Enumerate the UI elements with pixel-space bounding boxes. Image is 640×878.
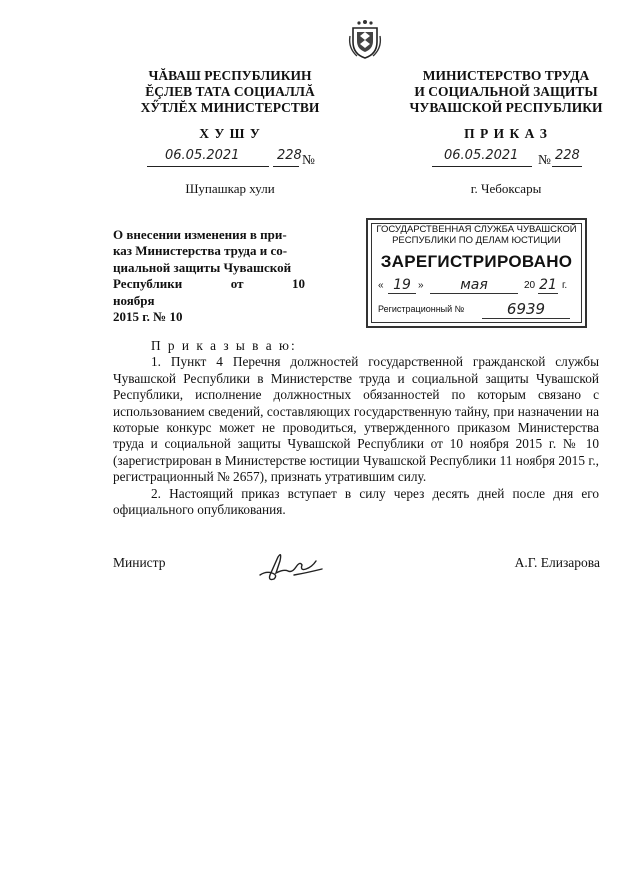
order-body	[113, 338, 599, 518]
stamp-header	[368, 224, 585, 246]
order-paragraph: 2. Настоящий приказ вступает в силу через десять дней после дня его официального опубликования.	[113, 485, 599, 518]
subject-line: циальной защиты Чувашской	[113, 259, 292, 275]
stamp-year-prefix: 20	[524, 280, 536, 291]
left-city: Шупашкар хули	[185, 181, 275, 196]
right-number-line	[552, 150, 582, 167]
stamp-reg-row	[374, 302, 579, 318]
subject-line: 2015 г. № 10	[113, 309, 183, 325]
right-doc-type: П Р И К А З	[464, 126, 548, 141]
signatory-position: Министр	[113, 555, 166, 570]
stamp-reg-label: Регистрационный №	[378, 304, 465, 314]
stamp-date-row: « 19 » мая 20 21 г.	[378, 277, 568, 293]
right-number: 228	[555, 148, 580, 163]
left-number-line	[273, 150, 299, 167]
left-number-sign: №	[302, 152, 315, 167]
right-date-line	[432, 150, 532, 167]
subject-line: О внесении изменения в при-	[113, 227, 287, 242]
left-date: 06.05.2021	[165, 148, 240, 163]
signatory-name: А.Г. Елизарова	[514, 555, 600, 570]
right-header-line: ЧУВАШСКОЙ РЕСПУБЛИКИ	[409, 100, 603, 115]
stamp-month: мая	[430, 277, 518, 294]
left-header-line: ĔÇЛЕВ ТАТА СОЦИАЛЛĂ	[145, 84, 315, 99]
order-lead: П р и к а з ы в а ю:	[151, 338, 297, 353]
left-header-org	[132, 68, 328, 116]
right-header-line: И СОЦИАЛЬНОЙ ЗАЩИТЫ	[414, 84, 598, 99]
left-header-line: ЧĂВАШ РЕСПУБЛИКИН	[148, 68, 312, 83]
right-header-org	[398, 68, 614, 116]
left-doc-type: Х У Ш У	[199, 126, 261, 141]
subject-block	[113, 227, 305, 325]
right-number-sign: №	[538, 152, 551, 167]
handwritten-signature	[256, 549, 328, 583]
registration-stamp	[366, 218, 587, 328]
stamp-header-line: ГОСУДАРСТВЕННАЯ СЛУЖБА ЧУВАШСКОЙ	[376, 224, 577, 235]
subject-line: Республики от 10 ноября	[113, 276, 305, 308]
right-city: г. Чебоксары	[470, 181, 542, 196]
stamp-year-suffix: 21	[539, 277, 557, 293]
right-date: 06.05.2021	[444, 148, 519, 163]
stamp-title: ЗАРЕГИСТРИРОВАНО	[380, 252, 573, 271]
order-paragraph: 1. Пункт 4 Перечня должностей государственной гражданской службы Чувашской Республики в Министерстве труда и социальной защиты Чувашской Республики, исполнение должностных обязанностей по которым связано с использованием сведений, составляющих государственную тайну, при назначении на которые конкурс может не проводиться, утвержденного приказом Министерства труда и социальной защиты Чувашской Республики от 10 ноября 2015 г. № 10 (зарегистрирован в Министерстве юстиции Чувашской Республики 11 ноября 2015 г., регистрационный № 2657), признать утратившим силу.	[113, 354, 599, 485]
stamp-day: 19	[388, 277, 416, 294]
left-date-line	[147, 148, 302, 167]
left-number: 228	[277, 148, 302, 163]
subject-line: каз Министерства труда и со-	[113, 243, 288, 259]
stamp-header-line: РЕСПУБЛИКИ ПО ДЕЛАМ ЮСТИЦИИ	[392, 235, 561, 246]
stamp-year-unit: г.	[562, 280, 568, 291]
chuvash-coat-of-arms-icon	[348, 18, 382, 60]
left-header-line: ХӲТЛĔХ МИНИСТЕРСТВИ	[140, 100, 320, 115]
right-header-line: МИНИСТЕРСТВО ТРУДА	[422, 68, 590, 83]
stamp-reg-number: 6939	[482, 300, 570, 319]
